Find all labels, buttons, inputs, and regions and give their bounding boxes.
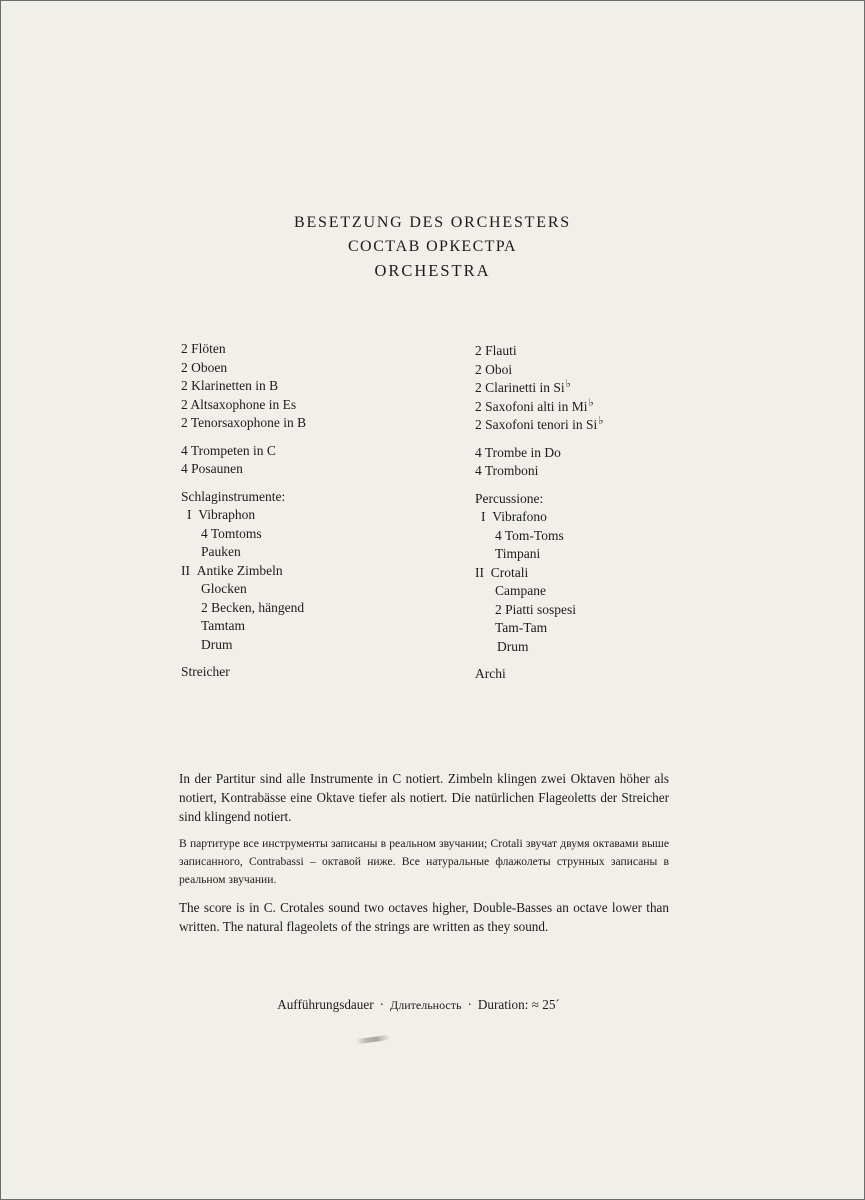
- title-russian: СОСТАВ ОРКЕСТРА: [347, 238, 518, 255]
- instrument-name: 2 Clarinetti in Si: [475, 380, 565, 395]
- instrument-line: 2 Becken, hängend: [201, 599, 305, 615]
- instrument-name: 2 Saxofoni tenori in Si: [475, 417, 598, 432]
- duration-line: [1, 997, 836, 1013]
- spacer: [475, 481, 735, 490]
- percussion-heading: Percussione:: [475, 490, 544, 506]
- note-russian: В партитуре все инструменты записаны в реальном звучании; Crotali звучат двумя октавами выше записанного, Contrabassi – октавой ниже. Все натуральные флажолеты струнных записаны в реальном звучании.: [179, 837, 669, 886]
- flat-sign: ♭: [598, 414, 604, 427]
- instrument-line-flat: [475, 379, 735, 398]
- instrument-line: 2 Flöten: [181, 341, 226, 356]
- instrument-line: 4 Tom-Toms: [495, 527, 564, 543]
- percussion-group-1: [475, 508, 735, 527]
- separator-dot: ·: [379, 997, 385, 1012]
- instrument-line: 4 Tomtoms: [201, 525, 262, 541]
- instrument-line-flat: [475, 395, 735, 417]
- title-german: BESETZUNG DES ORCHESTERS: [294, 214, 571, 231]
- note-english: The score is in C. Crotales sound two octaves higher, Double-Basses an octave lower than written. The natural flageolets of the strings are written as they sound.: [179, 900, 669, 934]
- title-block: [1, 211, 864, 283]
- percussion-group-2: [475, 564, 735, 583]
- spacer: [181, 654, 441, 663]
- separator-dot: ·: [467, 997, 472, 1012]
- instrument-line: 4 Trompeten in C: [181, 442, 276, 458]
- instrument-line: Pauken: [201, 544, 241, 559]
- instrument-line: 2 Klarinetten in B: [181, 378, 279, 393]
- title-english: ORCHESTRA: [374, 261, 491, 280]
- spacer: [475, 656, 735, 665]
- instrument-name: Vibrafono: [492, 509, 547, 524]
- group-numeral: II: [181, 562, 190, 578]
- strings-line: Streicher: [181, 664, 230, 679]
- instrument-line: Timpani: [495, 546, 541, 561]
- note-german: In der Partitur sind alle Instrumente in C notiert. Zimbeln klingen zwei Oktaven höher als notiert, Kontrabässe eine Oktave tiefer als notiert. Die natürlichen Flageoletts der Streicher sind klingend notiert.: [179, 771, 669, 824]
- instrument-line: 4 Trombe in Do: [475, 444, 561, 460]
- german-instrument-list: [181, 340, 441, 682]
- instrument-line: Tam-Tam: [495, 620, 548, 635]
- instrument-line: 2 Tenorsaxophone in B: [181, 415, 307, 430]
- duration-label-german: Aufführungsdauer: [277, 997, 374, 1012]
- group-numeral: I: [481, 509, 486, 524]
- instrument-line: 2 Piatti sospesi: [495, 601, 577, 617]
- instrument-line: 4 Posaunen: [181, 461, 243, 476]
- duration-value: ≈ 25´: [531, 997, 560, 1012]
- group-numeral: II: [475, 564, 484, 580]
- group-numeral: I: [187, 507, 192, 522]
- strings-line: Archi: [475, 666, 506, 681]
- percussion-heading: Schlaginstrumente:: [181, 488, 286, 504]
- italian-instrument-list: [475, 342, 735, 684]
- duration-label-russian: Длительность: [390, 998, 462, 1012]
- instrument-line: 2 Altsaxophone in Es: [181, 396, 297, 412]
- instrument-line: 4 Tromboni: [475, 463, 539, 478]
- ink-smudge: [356, 1035, 390, 1045]
- instrument-line: 2 Oboi: [475, 361, 513, 377]
- instrument-line: 2 Oboen: [181, 359, 228, 375]
- instrument-name: Crotali: [490, 564, 529, 580]
- instrument-line: Glocken: [201, 581, 247, 596]
- instrument-line: Drum: [497, 638, 529, 654]
- instrument-name: 2 Saxofoni alti in Mi: [475, 398, 588, 414]
- percussion-group-1: [181, 506, 441, 525]
- instrument-line: 2 Flauti: [475, 343, 517, 358]
- spacer: [181, 479, 441, 488]
- instrument-line: Campane: [495, 583, 546, 598]
- spacer: [475, 435, 735, 444]
- instrument-line: Tamtam: [201, 618, 246, 633]
- notation-notes: [179, 769, 669, 945]
- instrument-line: Drum: [201, 636, 233, 652]
- duration-label-english: Duration:: [477, 997, 529, 1012]
- flat-sign: ♭: [588, 395, 594, 409]
- spacer: [181, 433, 441, 442]
- instrument-name: Vibraphon: [198, 507, 256, 522]
- flat-sign: ♭: [565, 377, 571, 390]
- instrument-name: Antike Zimbeln: [196, 562, 283, 578]
- instrument-line-flat: [475, 416, 735, 435]
- percussion-group-2: [181, 562, 441, 581]
